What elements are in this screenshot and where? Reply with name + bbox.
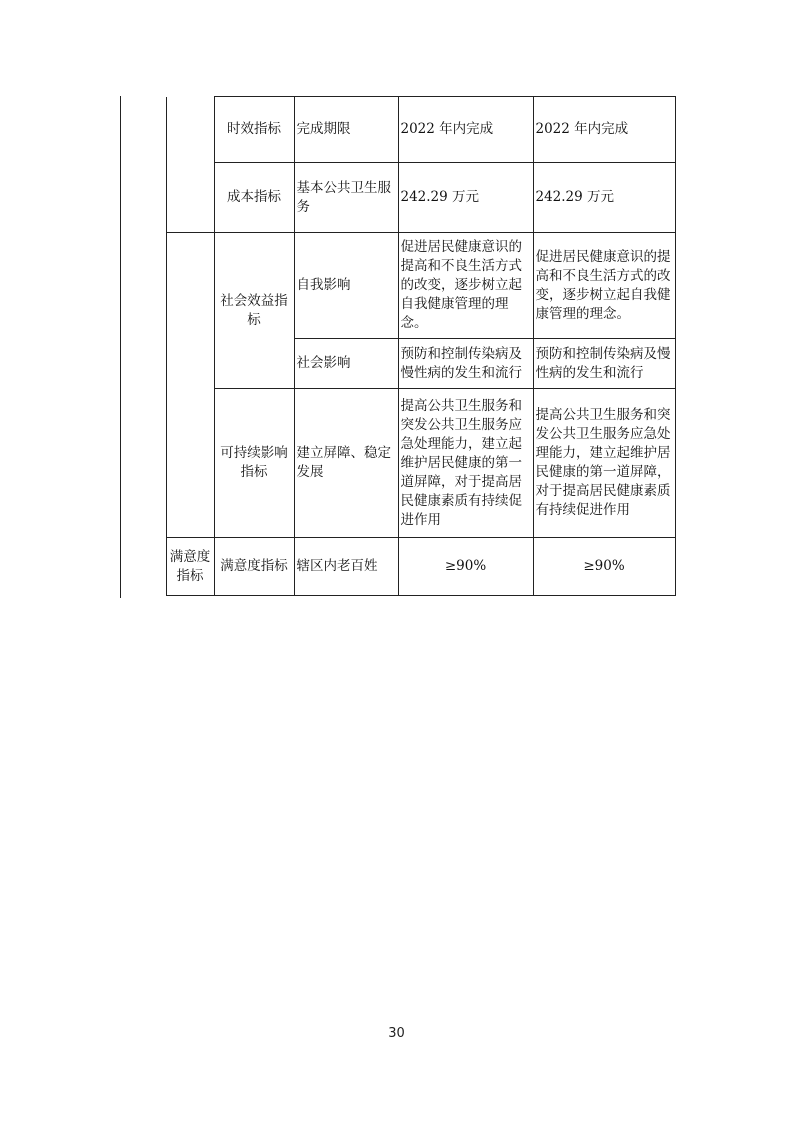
timeliness-target-cell: 2022 年内完成 bbox=[398, 97, 533, 163]
satisfaction-target-cell: ≥90% bbox=[398, 538, 533, 596]
cost-indicator-cell: 成本指标 bbox=[214, 163, 294, 233]
effect-category-blank-cell bbox=[166, 233, 214, 538]
level2-blank-cell bbox=[166, 97, 214, 233]
page-number: 30 bbox=[388, 1026, 405, 1041]
satisfaction-indicator-cell: 满意度指标 bbox=[214, 538, 294, 596]
social-influence-target-cell: 预防和控制传染病及慢性病的发生和流行 bbox=[398, 339, 533, 389]
table-row bbox=[120, 538, 675, 596]
performance-indicator-table bbox=[120, 96, 676, 596]
social-benefit-indicator-cell: 社会效益指标 bbox=[214, 233, 294, 389]
timeliness-item-cell: 完成期限 bbox=[294, 97, 398, 163]
cost-target-cell: 242.29 万元 bbox=[398, 163, 533, 233]
sustainable-indicator-cell: 可持续影响指标 bbox=[214, 389, 294, 538]
satisfaction-actual-cell: ≥90% bbox=[533, 538, 675, 596]
sustainable-actual-cell: 提高公共卫生服务和突发公共卫生服务应急处理能力，建立起维护居民健康的第一道屏障，对于提高居民健康素质有持续促进作用 bbox=[533, 389, 675, 538]
social-influence-item-cell: 社会影响 bbox=[294, 339, 398, 389]
cost-actual-cell: 242.29 万元 bbox=[533, 163, 675, 233]
sustainable-target-cell: 提高公共卫生服务和突发公共卫生服务应急处理能力，建立起维护居民健康的第一道屏障，对于提高居民健康素质有持续促进作用 bbox=[398, 389, 533, 538]
timeliness-actual-cell: 2022 年内完成 bbox=[533, 97, 675, 163]
satisfaction-category-cell: 满意度指标 bbox=[166, 538, 214, 596]
table-row bbox=[120, 97, 675, 163]
social-influence-actual-cell: 预防和控制传染病及慢性病的发生和流行 bbox=[533, 339, 675, 389]
self-influence-item-cell: 自我影响 bbox=[294, 233, 398, 339]
self-influence-target-cell: 促进居民健康意识的提高和不良生活方式的改变，逐步树立起自我健康管理的理念。 bbox=[398, 233, 533, 339]
timeliness-indicator-cell: 时效指标 bbox=[214, 97, 294, 163]
cost-item-cell: 基本公共卫生服务 bbox=[294, 163, 398, 233]
level1-blank-cell bbox=[120, 97, 166, 596]
satisfaction-item-cell: 辖区内老百姓 bbox=[294, 538, 398, 596]
table-row bbox=[120, 233, 675, 339]
self-influence-actual-cell: 促进居民健康意识的提高和不良生活方式的改变，逐步树立起自我健康管理的理念。 bbox=[533, 233, 675, 339]
sustainable-item-cell: 建立屏障、稳定发展 bbox=[294, 389, 398, 538]
